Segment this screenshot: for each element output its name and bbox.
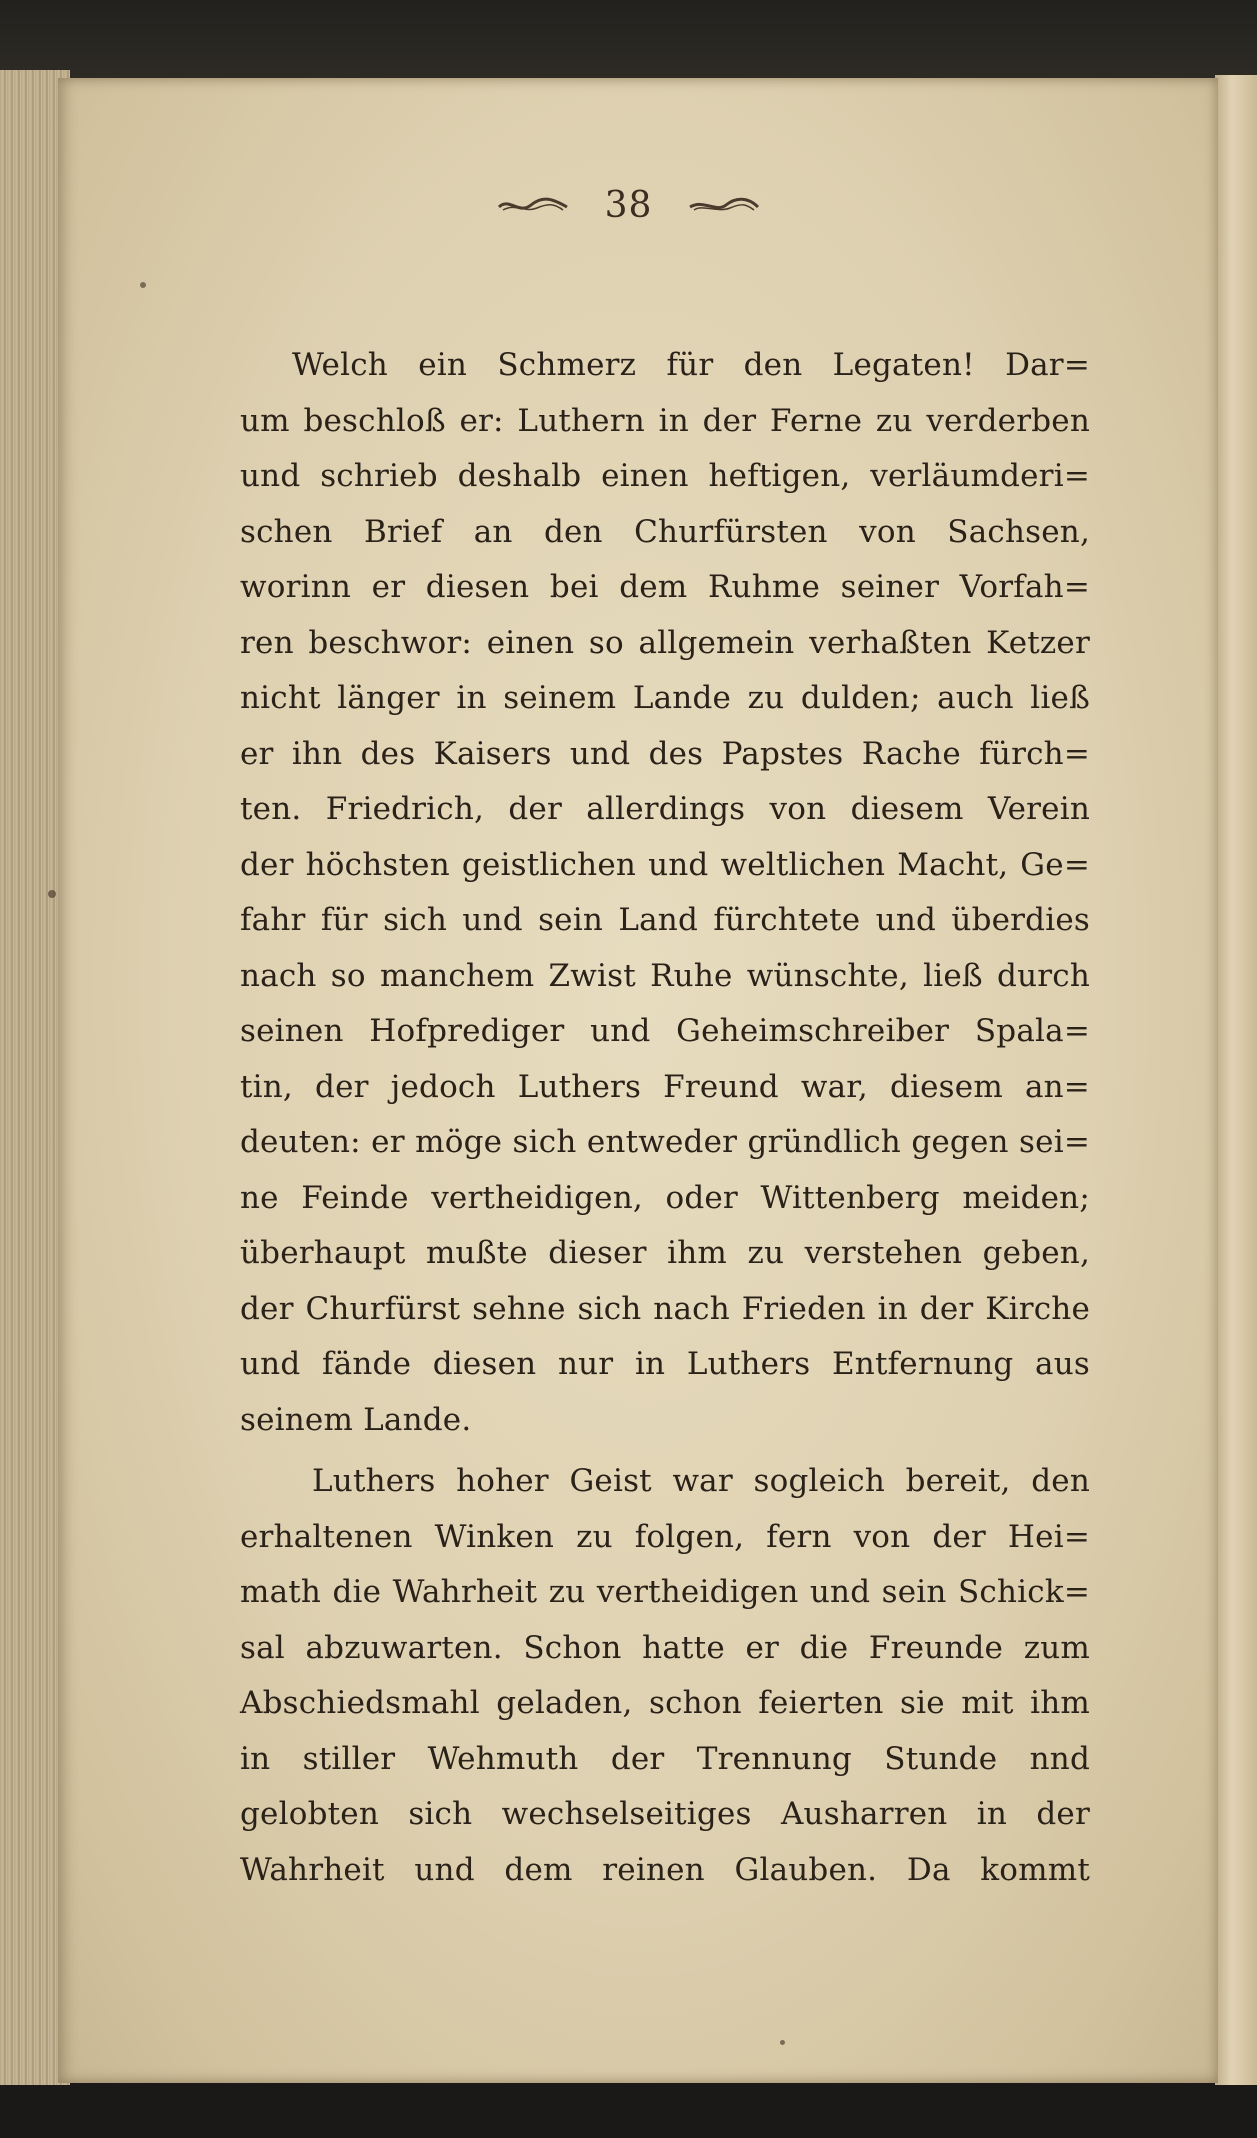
right-ornament-icon	[688, 195, 760, 217]
paper-speck	[48, 890, 56, 898]
text-line: erhaltenen Winken zu folgen, fern von der Hei=	[240, 1518, 1090, 1555]
text-line: ne Feinde vertheidigen, oder Wittenberg meiden;	[240, 1179, 1090, 1216]
right-page-edge	[1215, 75, 1257, 2105]
text-line: er ihn des Kaisers und des Papstes Rache fürch=	[240, 735, 1090, 772]
text-line: der Churfürst sehne sich nach Frieden in der Kirche	[240, 1290, 1090, 1327]
text-line: der höchsten geistlichen und weltlichen Macht, Ge=	[240, 846, 1090, 883]
text-line: Wahrheit und dem reinen Glauben. Da kommt	[240, 1851, 1090, 1888]
text-line: gelobten sich wechselseitiges Ausharren in der	[240, 1796, 1090, 1832]
text-line: sal abzuwarten. Schon hatte er die Freunde zum	[240, 1629, 1090, 1666]
scan-background-bottom	[0, 2085, 1257, 2138]
text-line: ren beschwor: einen so allgemein verhaßten Ketzer	[240, 624, 1090, 661]
text-line: Welch ein Schmerz für den Legaten! Dar=	[292, 347, 1090, 383]
text-line: tin, der jedoch Luthers Freund war, diesem an=	[240, 1068, 1090, 1105]
paper-speck	[140, 282, 146, 288]
text-line: ten. Friedrich, der allerdings von diesem Verein	[240, 791, 1090, 827]
text-line: und fände diesen nur in Luthers Entfernung aus	[240, 1346, 1090, 1382]
text-line: und schrieb deshalb einen heftigen, verläumderi=	[240, 458, 1090, 494]
text-line: Luthers hoher Geist war sogleich bereit, den	[312, 1463, 1090, 1499]
page-number: 38	[604, 185, 653, 226]
paper-speck	[780, 2040, 785, 2045]
text-line: nach so manchem Zwist Ruhe wünschte, ließ durch	[240, 957, 1090, 994]
text-line: nicht länger in seinem Lande zu dulden; auch ließ	[240, 680, 1090, 716]
text-line: fahr für sich und sein Land fürchtete und überdies	[240, 902, 1090, 938]
text-line: seinen Hofprediger und Geheimschreiber Spala=	[240, 1013, 1090, 1049]
left-ornament-icon	[497, 195, 569, 217]
text-line: math die Wahrheit zu vertheidigen und sein Schick=	[240, 1574, 1090, 1610]
text-line: seinem Lande.	[240, 1401, 472, 1438]
text-line: Abschiedsmahl geladen, schon feierten sie mit ihm	[240, 1685, 1090, 1721]
text-line: überhaupt mußte dieser ihm zu verstehen geben,	[240, 1235, 1090, 1271]
text-line: in stiller Wehmuth der Trennung Stunde nnd	[240, 1740, 1090, 1777]
text-line: um beschloß er: Luthern in der Ferne zu verderben	[240, 402, 1090, 439]
body-text	[240, 338, 1090, 1898]
scan-background-top	[0, 0, 1257, 80]
text-line: deuten: er möge sich entweder gründlich gegen sei=	[240, 1124, 1090, 1160]
text-line: schen Brief an den Churfürsten von Sachsen,	[240, 513, 1090, 550]
page-header	[0, 185, 1257, 226]
text-line: worinn er diesen bei dem Ruhme seiner Vorfah=	[240, 569, 1090, 605]
